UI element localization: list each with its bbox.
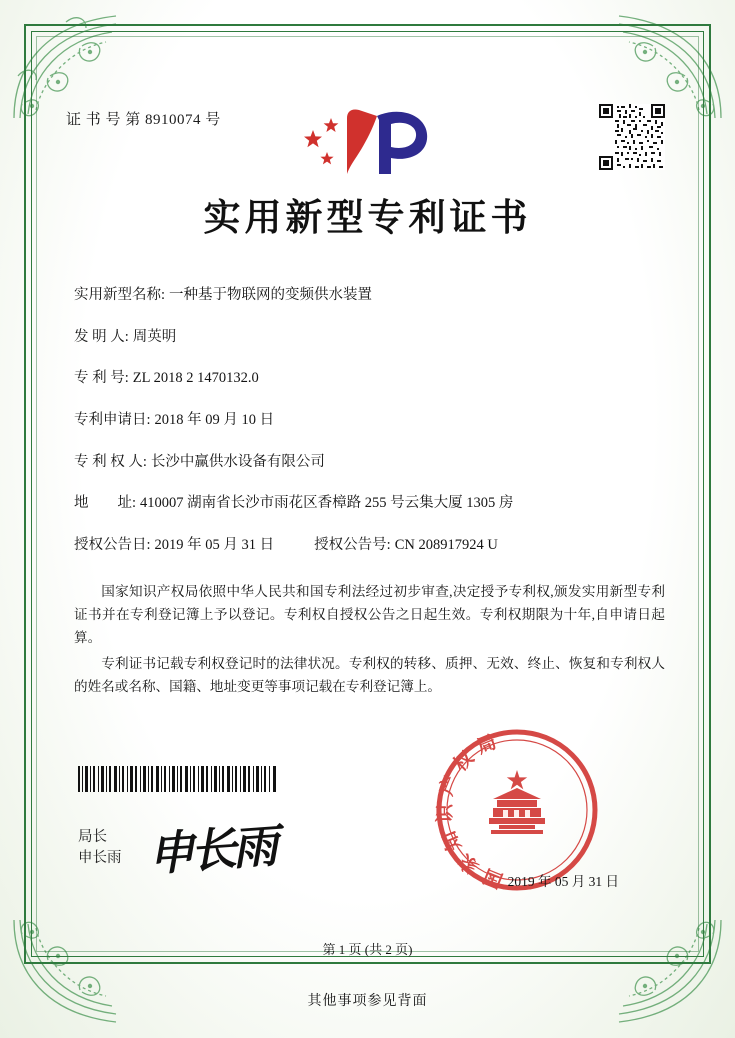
- handwritten-signature: 申长雨: [146, 818, 276, 882]
- field-value: 长沙中赢供水设备有限公司: [150, 453, 325, 470]
- field-row-inventor: [74, 329, 667, 346]
- cnipa-logo-icon: [303, 100, 433, 178]
- field-label: 专 利 权 人:: [74, 453, 147, 470]
- field-row-address: [74, 495, 667, 512]
- signature-block: [78, 827, 122, 871]
- field-label: 专利申请日:: [74, 412, 151, 429]
- legal-text: [74, 580, 665, 699]
- svg-text:国家知识产权局: 国家知识产权局: [434, 729, 507, 891]
- field-value: 一种基于物联网的变频供水装置: [169, 287, 373, 303]
- field-value: ZL 2018 2 1470132.0: [132, 370, 259, 387]
- certificate-content: [52, 56, 683, 957]
- grant-number-label: 授权公告号:: [314, 537, 391, 554]
- field-value: 2018 年 09 月 10 日: [154, 412, 275, 429]
- field-list: [74, 287, 667, 554]
- field-value: 周英明: [132, 328, 177, 345]
- field-row-name: [74, 287, 667, 304]
- field-row-patentee: [74, 454, 667, 471]
- seal-date: 2019 年 05 月 31 日: [507, 874, 619, 889]
- grant-date-label: 授权公告日:: [74, 537, 151, 554]
- director-name: 申长雨: [78, 850, 122, 867]
- field-value: 410007 湖南省长沙市雨花区香樟路 255 号云集大厦 1305 房: [140, 495, 514, 512]
- field-row-application-date: [74, 412, 667, 429]
- grant-date-value: 2019 年 05 月 31 日: [154, 537, 275, 554]
- official-seal: [433, 726, 601, 894]
- paragraph-2: 专利证书记载专利权登记时的法律状况。专利权的转移、质押、无效、终止、恢复和专利权人的姓名或名称、国籍、地址变更等事项记载在专利登记簿上。: [74, 655, 665, 695]
- field-label: 发 明 人:: [74, 328, 129, 345]
- director-title: 局长: [78, 828, 107, 845]
- field-row-patent-number: [74, 370, 667, 387]
- field-label: 地 址:: [74, 495, 137, 512]
- page-title: 实用新型专利证书: [203, 198, 532, 239]
- qr-code-icon: [599, 104, 665, 170]
- grant-number-value: CN 208917924 U: [394, 537, 498, 554]
- field-label: 实用新型名称:: [74, 287, 166, 303]
- paragraph-1: 国家知识产权局依照中华人民共和国专利法经过初步审查,决定授予专利权,颁发实用新型专利证书并在专利登记簿上予以登记。专利权自授权公告之日起生效。专利权期限为十年,自申请日起算。: [74, 583, 665, 646]
- footer-note: 其他事项参见背面: [307, 994, 428, 1009]
- certificate-number: 证 书 号 第 8910074 号: [66, 112, 221, 128]
- field-row-grant: [74, 537, 667, 554]
- page-indicator: 第 1 页 (共 2 页): [322, 942, 413, 957]
- barcode: [78, 766, 278, 792]
- field-label: 专 利 号:: [74, 370, 129, 387]
